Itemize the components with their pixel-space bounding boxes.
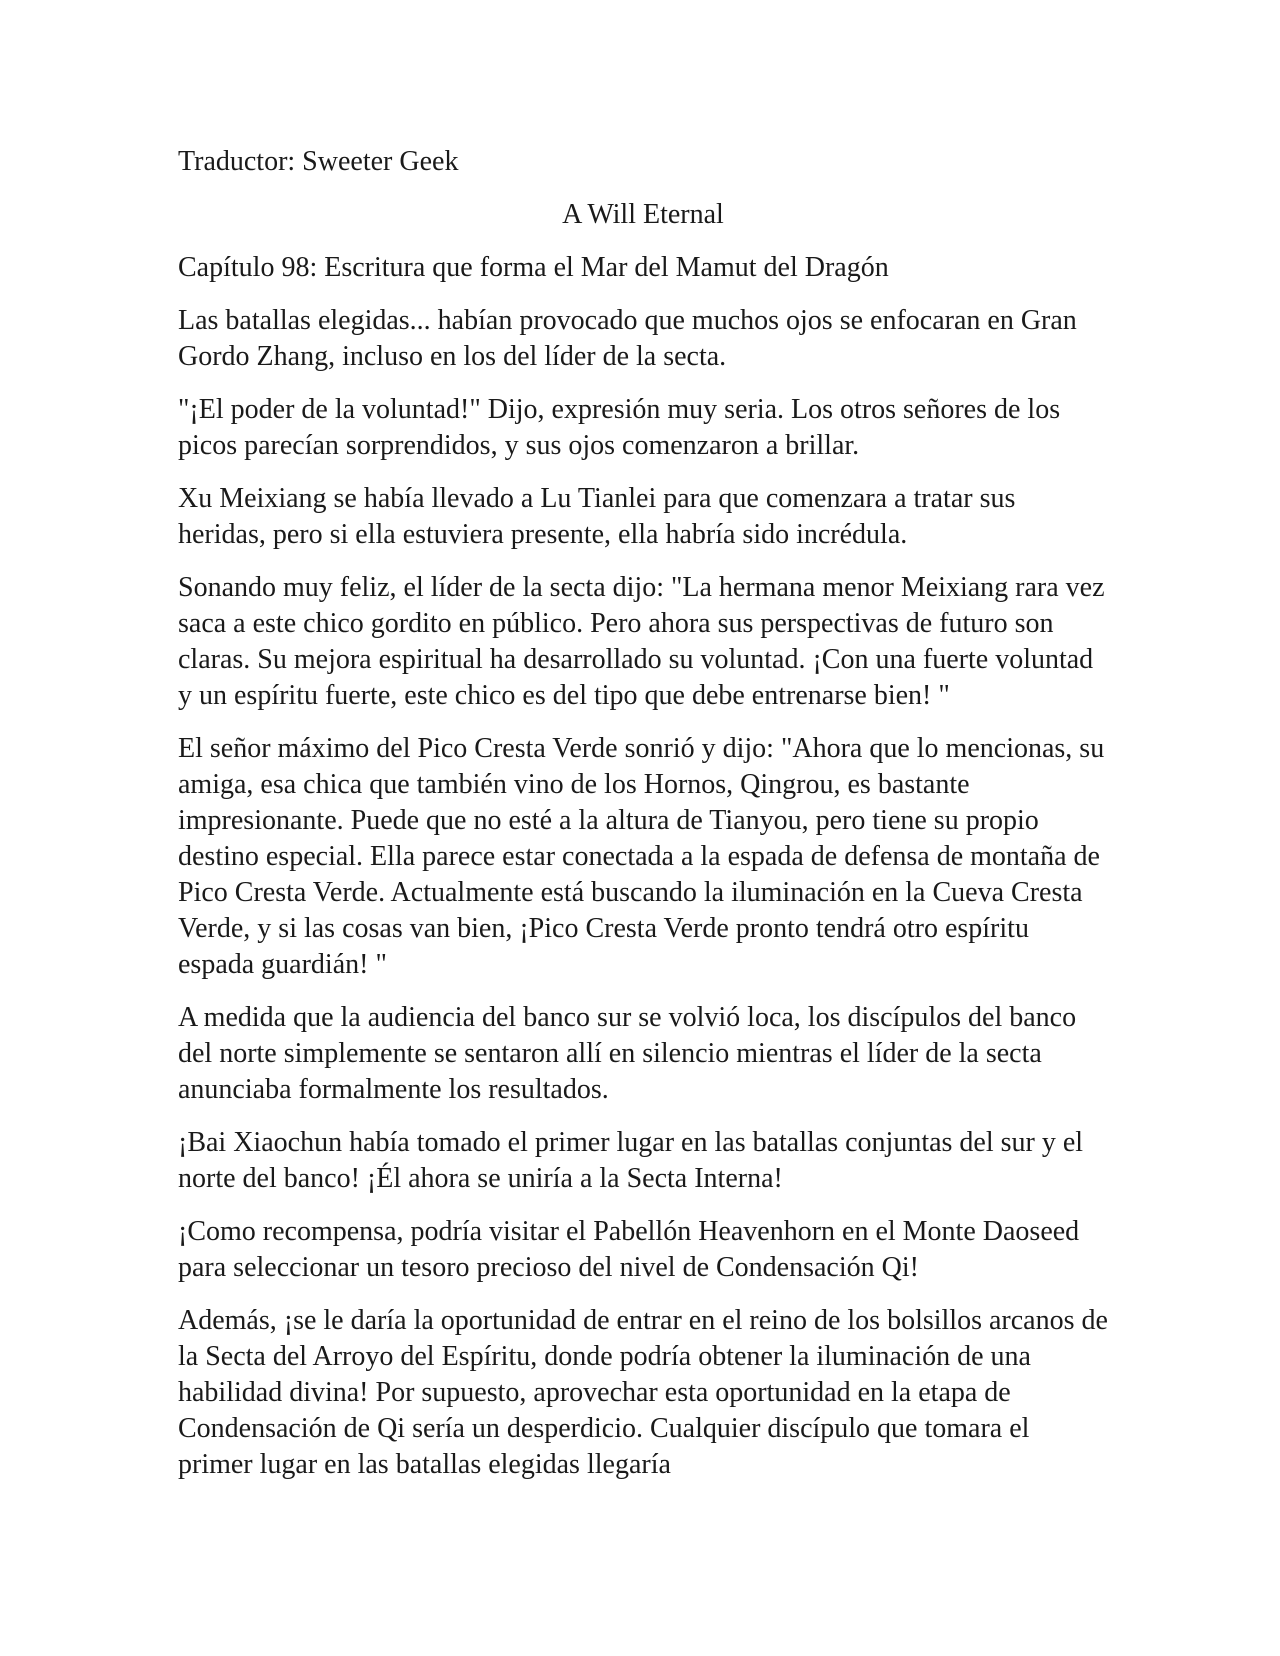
book-title: A Will Eternal [562,199,724,230]
paragraph-4: Sonando muy feliz, el líder de la secta dijo: "La hermana menor Meixiang rara vez saca a este chico gordito en público. Pero ahora sus perspectivas de futuro son claras. Su mejora espiritual ha desarrollado su voluntad. ¡Con una fuerte voluntad y un espíritu fuerte, este chico es del tipo que debe entrenarse bien! " [178,572,1105,711]
translator-credit: Traductor: Sweeter Geek [178,146,459,177]
paragraph-6: A medida que la audiencia del banco sur se volvió loca, los discípulos del banco del norte simplemente se sentaron allí en silencio mientras el líder de la secta anunciaba formalmente los resultados. [178,1002,1077,1105]
paragraph-2: "¡El poder de la voluntad!" Dijo, expresión muy seria. Los otros señores de los picos parecían sorprendidos, y sus ojos comenzaron a brillar. [178,394,1061,461]
paragraph-5: El señor máximo del Pico Cresta Verde sonrió y dijo: "Ahora que lo mencionas, su amiga, esa chica que también vino de los Hornos, Qingrou, es bastante impresionante. Puede que no esté a la altura de Tianyou, pero tiene su propio destino especial. Ella parece estar conectada a la espada de defensa de montaña de Pico Cresta Verde. Actualmente está buscando la iluminación en la Cueva Cresta Verde, y si las cosas van bien, ¡Pico Cresta Verde pronto tendrá otro espíritu espada guardián! " [178,733,1105,980]
chapter-title: Capítulo 98: Escritura que forma el Mar del Mamut del Dragón [178,252,889,283]
document-body [178,144,1108,1500]
paragraph-3: Xu Meixiang se había llevado a Lu Tianlei para que comenzara a tratar sus heridas, pero si ella estuviera presente, ella habría sido incrédula. [178,483,1016,550]
paragraph-9: Además, ¡se le daría la oportunidad de entrar en el reino de los bolsillos arcanos de la Secta del Arroyo del Espíritu, donde podría obtener la iluminación de una habilidad divina! Por supuesto, aprovechar esta oportunidad en la etapa de Condensación de Qi sería un desperdicio. Cualquier discípulo que tomara el primer lugar en las batallas elegidas llegaría [178,1305,1108,1480]
paragraph-7: ¡Bai Xiaochun había tomado el primer lugar en las batallas conjuntas del sur y el norte del banco! ¡Él ahora se uniría a la Secta Interna! [178,1127,1084,1194]
paragraph-1: Las batallas elegidas... habían provocado que muchos ojos se enfocaran en Gran Gordo Zhang, incluso en los del líder de la secta. [178,305,1077,372]
paragraph-8: ¡Como recompensa, podría visitar el Pabellón Heavenhorn en el Monte Daoseed para seleccionar un tesoro precioso del nivel de Condensación Qi! [178,1216,1080,1283]
